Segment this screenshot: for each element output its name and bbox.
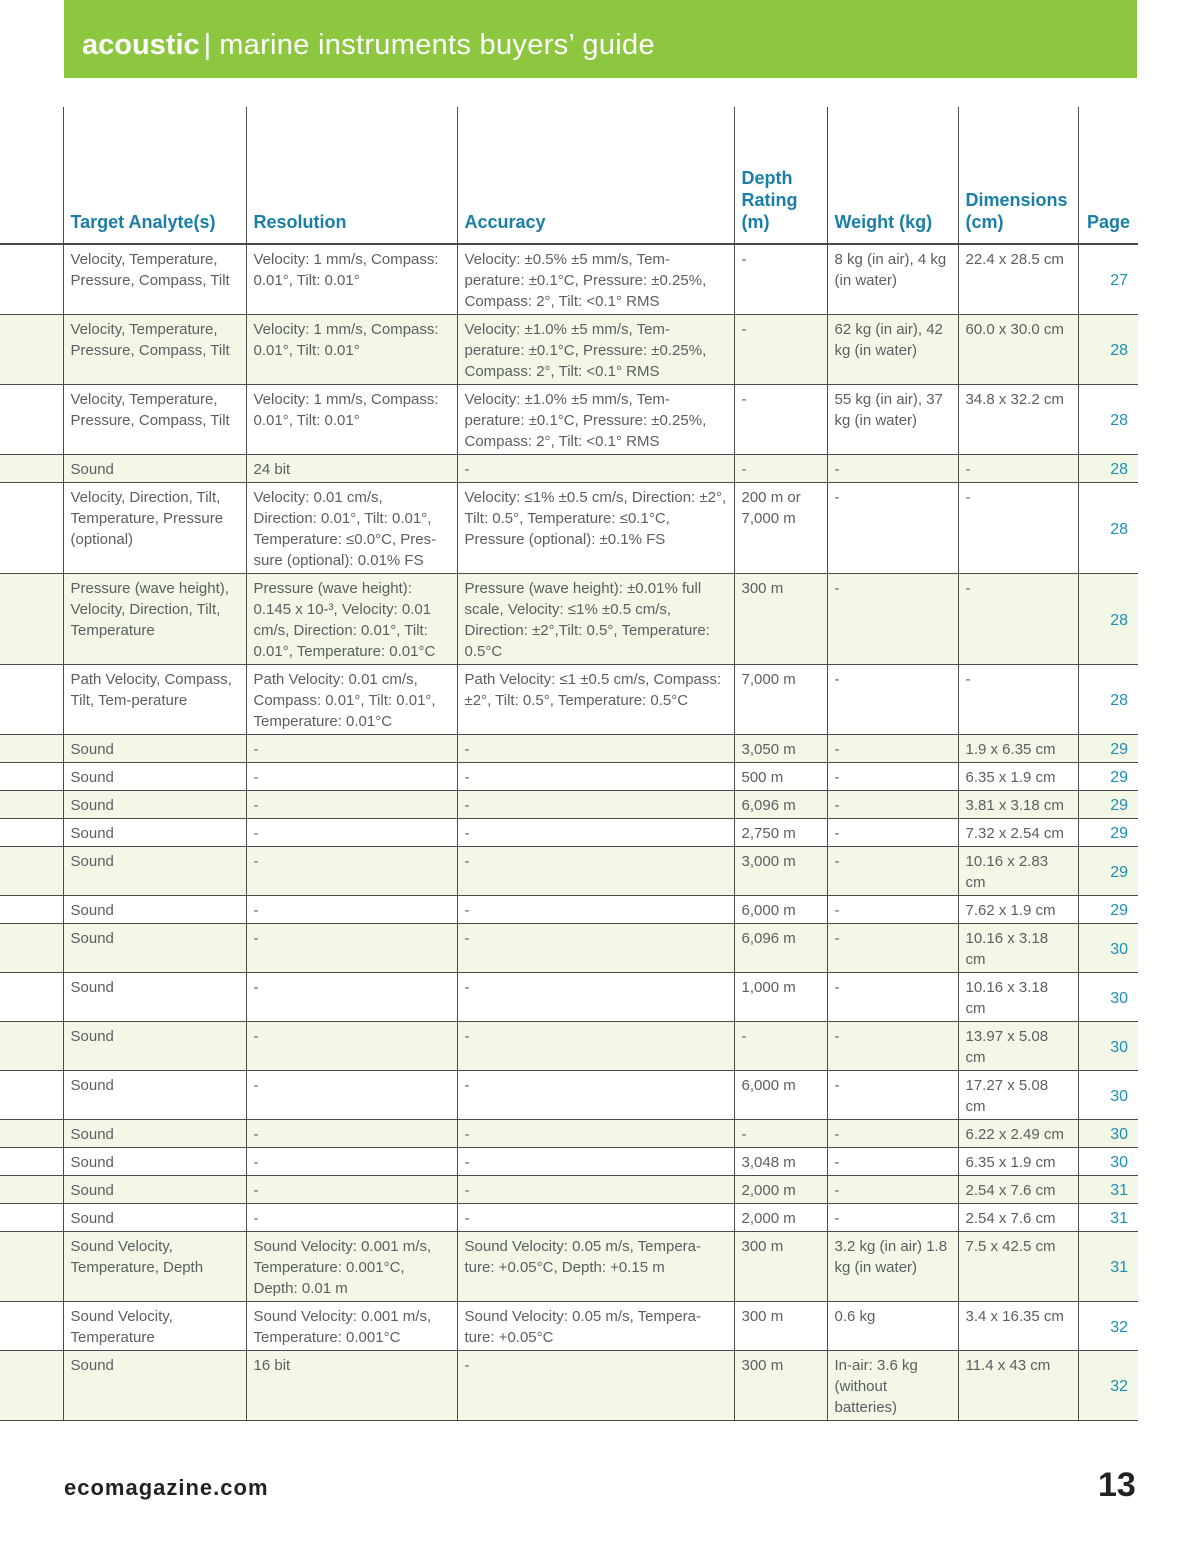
cell-depth: 6,096 m: [734, 924, 827, 973]
col-header-target: Target Analyte(s): [63, 107, 246, 244]
cell-dimensions: 11.4 x 43 cm: [958, 1351, 1078, 1421]
cell-weight: 3.2 kg (in air) 1.8 kg (in water): [827, 1232, 958, 1302]
cell-target: Sound: [63, 1120, 246, 1148]
cell-target: Sound: [63, 1176, 246, 1204]
cell-depth: -: [734, 385, 827, 455]
row-blank-cell: [0, 924, 63, 973]
cell-page-link[interactable]: 27: [1078, 244, 1138, 315]
cell-target: Sound Velocity, Temperature: [63, 1302, 246, 1351]
cell-accuracy: Velocity: ±1.0% ±5 mm/s, Tem-perature: ±0.1°C, Pressure: ±0.25%, Compass: 2°, Tilt: <0.1° RMS: [457, 385, 734, 455]
cell-resolution: -: [246, 896, 457, 924]
cell-dimensions: 10.16 x 3.18 cm: [958, 973, 1078, 1022]
table-row: [0, 1204, 1138, 1232]
cell-depth: 6,000 m: [734, 1071, 827, 1120]
table-row: [0, 315, 1138, 385]
cell-weight: 8 kg (in air), 4 kg (in water): [827, 244, 958, 315]
cell-accuracy: -: [457, 791, 734, 819]
cell-depth: -: [734, 1120, 827, 1148]
cell-target: Path Velocity, Compass, Tilt, Tem-perature: [63, 665, 246, 735]
row-blank-cell: [0, 1022, 63, 1071]
cell-weight: 62 kg (in air), 42 kg (in water): [827, 315, 958, 385]
cell-resolution: -: [246, 1148, 457, 1176]
banner-title: [82, 26, 655, 64]
section-banner: [64, 0, 1137, 78]
cell-dimensions: 60.0 x 30.0 cm: [958, 315, 1078, 385]
cell-accuracy: -: [457, 1022, 734, 1071]
instruments-table: [0, 107, 1138, 1421]
cell-weight: In-air: 3.6 kg (without batteries): [827, 1351, 958, 1421]
cell-dimensions: 6.22 x 2.49 cm: [958, 1120, 1078, 1148]
table-row: [0, 665, 1138, 735]
cell-page-link[interactable]: 31: [1078, 1176, 1138, 1204]
cell-page-link[interactable]: 30: [1078, 1120, 1138, 1148]
cell-accuracy: Velocity: ±1.0% ±5 mm/s, Tem-perature: ±0.1°C, Pressure: ±0.25%, Compass: 2°, Tilt: <0.1° RMS: [457, 315, 734, 385]
table-row: [0, 1176, 1138, 1204]
row-blank-cell: [0, 665, 63, 735]
table-row: [0, 973, 1138, 1022]
cell-dimensions: 2.54 x 7.6 cm: [958, 1176, 1078, 1204]
cell-accuracy: -: [457, 1120, 734, 1148]
cell-target: Sound: [63, 896, 246, 924]
cell-page-link[interactable]: 28: [1078, 574, 1138, 665]
cell-depth: 2,750 m: [734, 819, 827, 847]
cell-depth: 7,000 m: [734, 665, 827, 735]
row-blank-cell: [0, 1148, 63, 1176]
cell-depth: 300 m: [734, 574, 827, 665]
cell-dimensions: 10.16 x 3.18 cm: [958, 924, 1078, 973]
cell-accuracy: -: [457, 1148, 734, 1176]
cell-page-link[interactable]: 28: [1078, 315, 1138, 385]
cell-weight: -: [827, 763, 958, 791]
cell-target: Sound: [63, 847, 246, 896]
cell-accuracy: -: [457, 1176, 734, 1204]
cell-target: Sound: [63, 791, 246, 819]
cell-weight: -: [827, 483, 958, 574]
cell-target: Sound: [63, 1148, 246, 1176]
col-header-page: Page: [1078, 107, 1138, 244]
row-blank-cell: [0, 1232, 63, 1302]
cell-target: Sound: [63, 763, 246, 791]
table-row: [0, 455, 1138, 483]
cell-page-link[interactable]: 31: [1078, 1204, 1138, 1232]
cell-resolution: -: [246, 924, 457, 973]
cell-resolution: -: [246, 791, 457, 819]
cell-dimensions: -: [958, 455, 1078, 483]
cell-resolution: -: [246, 1071, 457, 1120]
row-blank-cell: [0, 385, 63, 455]
cell-page-link[interactable]: 29: [1078, 791, 1138, 819]
row-blank-cell: [0, 735, 63, 763]
table-row: [0, 819, 1138, 847]
cell-weight: -: [827, 1022, 958, 1071]
cell-page-link[interactable]: 31: [1078, 1232, 1138, 1302]
cell-resolution: Pressure (wave height): 0.145 x 10-³, Velocity: 0.01 cm/s, Direction: 0.01°, Tilt: 0.01°, Temperature: 0.01°C: [246, 574, 457, 665]
cell-target: Velocity, Temperature, Pressure, Compass, Tilt: [63, 244, 246, 315]
table-row: [0, 1232, 1138, 1302]
table-row: [0, 924, 1138, 973]
cell-accuracy: -: [457, 819, 734, 847]
cell-page-link[interactable]: 28: [1078, 385, 1138, 455]
table-row: [0, 1071, 1138, 1120]
cell-page-link[interactable]: 29: [1078, 735, 1138, 763]
cell-dimensions: 6.35 x 1.9 cm: [958, 763, 1078, 791]
cell-page-link[interactable]: 28: [1078, 483, 1138, 574]
cell-page-link[interactable]: 29: [1078, 819, 1138, 847]
cell-target: Sound: [63, 1204, 246, 1232]
cell-resolution: Sound Velocity: 0.001 m/s, Temperature: 0.001°C, Depth: 0.01 m: [246, 1232, 457, 1302]
cell-page-link[interactable]: 28: [1078, 665, 1138, 735]
cell-depth: 3,050 m: [734, 735, 827, 763]
cell-target: Velocity, Temperature, Pressure, Compass, Tilt: [63, 315, 246, 385]
row-blank-cell: [0, 819, 63, 847]
cell-accuracy: -: [457, 896, 734, 924]
cell-accuracy: -: [457, 455, 734, 483]
cell-accuracy: -: [457, 924, 734, 973]
cell-page-link[interactable]: 32: [1078, 1302, 1138, 1351]
cell-resolution: -: [246, 735, 457, 763]
row-blank-cell: [0, 973, 63, 1022]
cell-target: Sound: [63, 455, 246, 483]
cell-accuracy: Velocity: ±0.5% ±5 mm/s, Tem-perature: ±0.1°C, Pressure: ±0.25%, Compass: 2°, Tilt: <0.1° RMS: [457, 244, 734, 315]
cell-page-link[interactable]: 30: [1078, 1148, 1138, 1176]
cell-page-link[interactable]: 28: [1078, 455, 1138, 483]
cell-page-link[interactable]: 32: [1078, 1351, 1138, 1421]
cell-resolution: -: [246, 1022, 457, 1071]
cell-resolution: -: [246, 847, 457, 896]
row-blank-cell: [0, 1351, 63, 1421]
cell-target: Velocity, Direction, Tilt, Temperature, Pressure (optional): [63, 483, 246, 574]
cell-weight: 0.6 kg: [827, 1302, 958, 1351]
cell-resolution: 24 bit: [246, 455, 457, 483]
cell-resolution: 16 bit: [246, 1351, 457, 1421]
cell-depth: 2,000 m: [734, 1176, 827, 1204]
cell-weight: -: [827, 1204, 958, 1232]
cell-accuracy: Sound Velocity: 0.05 m/s, Tempera-ture: +0.05°C: [457, 1302, 734, 1351]
cell-weight: -: [827, 665, 958, 735]
row-blank-cell: [0, 1302, 63, 1351]
cell-depth: 6,000 m: [734, 896, 827, 924]
row-blank-cell: [0, 1071, 63, 1120]
cell-dimensions: 34.8 x 32.2 cm: [958, 385, 1078, 455]
col-header-depth: Depth Rating (m): [734, 107, 827, 244]
cell-depth: -: [734, 315, 827, 385]
cell-accuracy: -: [457, 1071, 734, 1120]
table-row: [0, 244, 1138, 315]
cell-accuracy: -: [457, 847, 734, 896]
cell-resolution: -: [246, 763, 457, 791]
cell-resolution: -: [246, 819, 457, 847]
row-blank-cell: [0, 1204, 63, 1232]
cell-depth: -: [734, 455, 827, 483]
table-row: [0, 763, 1138, 791]
cell-target: Sound: [63, 735, 246, 763]
footer-page-number: 13: [1098, 1466, 1136, 1504]
cell-depth: 3,000 m: [734, 847, 827, 896]
cell-target: Sound: [63, 1071, 246, 1120]
footer-website: ecomagazine.com: [64, 1475, 269, 1500]
table-row: [0, 735, 1138, 763]
cell-depth: 6,096 m: [734, 791, 827, 819]
cell-resolution: Path Velocity: 0.01 cm/s, Compass: 0.01°, Tilt: 0.01°, Temperature: 0.01°C: [246, 665, 457, 735]
cell-resolution: Sound Velocity: 0.001 m/s, Temperature: 0.001°C: [246, 1302, 457, 1351]
cell-weight: -: [827, 1148, 958, 1176]
cell-depth: -: [734, 244, 827, 315]
cell-depth: 300 m: [734, 1351, 827, 1421]
row-blank-cell: [0, 244, 63, 315]
cell-weight: -: [827, 735, 958, 763]
cell-resolution: Velocity: 1 mm/s, Compass: 0.01°, Tilt: 0.01°: [246, 385, 457, 455]
cell-target: Sound: [63, 924, 246, 973]
table-header-row: [0, 107, 1138, 244]
row-blank-cell: [0, 1120, 63, 1148]
banner-separator: |: [203, 29, 212, 61]
cell-weight: 55 kg (in air), 37 kg (in water): [827, 385, 958, 455]
cell-target: Sound: [63, 973, 246, 1022]
header-blank-cell: [0, 107, 63, 244]
cell-page-link[interactable]: 30: [1078, 1022, 1138, 1071]
table-row: [0, 574, 1138, 665]
cell-accuracy: Velocity: ≤1% ±0.5 cm/s, Direction: ±2°, Tilt: 0.5°, Temperature: ≤0.1°C, Pressure (optional): ±0.1% FS: [457, 483, 734, 574]
row-blank-cell: [0, 896, 63, 924]
cell-resolution: Velocity: 0.01 cm/s, Direction: 0.01°, Tilt: 0.01°, Temperature: ≤0.0°C, Pres-sure (optional): 0.01% FS: [246, 483, 457, 574]
cell-dimensions: -: [958, 574, 1078, 665]
cell-page-link[interactable]: 29: [1078, 847, 1138, 896]
table-row: [0, 1302, 1138, 1351]
cell-weight: -: [827, 973, 958, 1022]
cell-dimensions: 7.62 x 1.9 cm: [958, 896, 1078, 924]
cell-weight: -: [827, 574, 958, 665]
table-row: [0, 385, 1138, 455]
cell-depth: 500 m: [734, 763, 827, 791]
table-row: [0, 847, 1138, 896]
cell-accuracy: -: [457, 973, 734, 1022]
cell-resolution: Velocity: 1 mm/s, Compass: 0.01°, Tilt: 0.01°: [246, 244, 457, 315]
cell-accuracy: -: [457, 1351, 734, 1421]
cell-weight: -: [827, 819, 958, 847]
cell-accuracy: -: [457, 1204, 734, 1232]
col-header-weight: Weight (kg): [827, 107, 958, 244]
cell-dimensions: 1.9 x 6.35 cm: [958, 735, 1078, 763]
cell-dimensions: 6.35 x 1.9 cm: [958, 1148, 1078, 1176]
cell-weight: -: [827, 847, 958, 896]
cell-weight: -: [827, 1120, 958, 1148]
row-blank-cell: [0, 483, 63, 574]
cell-depth: 3,048 m: [734, 1148, 827, 1176]
cell-dimensions: 10.16 x 2.83 cm: [958, 847, 1078, 896]
cell-weight: -: [827, 896, 958, 924]
cell-page-link[interactable]: 29: [1078, 896, 1138, 924]
cell-depth: 300 m: [734, 1232, 827, 1302]
table-row: [0, 483, 1138, 574]
cell-dimensions: -: [958, 483, 1078, 574]
cell-accuracy: -: [457, 735, 734, 763]
cell-resolution: -: [246, 1204, 457, 1232]
section-label: acoustic: [82, 29, 200, 61]
table-row: [0, 896, 1138, 924]
cell-target: Pressure (wave height), Velocity, Direction, Tilt, Temperature: [63, 574, 246, 665]
cell-target: Velocity, Temperature, Pressure, Compass, Tilt: [63, 385, 246, 455]
cell-weight: -: [827, 924, 958, 973]
cell-accuracy: Sound Velocity: 0.05 m/s, Tempera-ture: +0.05°C, Depth: +0.15 m: [457, 1232, 734, 1302]
table-row: [0, 791, 1138, 819]
cell-accuracy: Path Velocity: ≤1 ±0.5 cm/s, Compass: ±2°, Tilt: 0.5°, Temperature: 0.5°C: [457, 665, 734, 735]
cell-resolution: -: [246, 1176, 457, 1204]
col-header-accuracy: Accuracy: [457, 107, 734, 244]
cell-resolution: -: [246, 973, 457, 1022]
cell-dimensions: 17.27 x 5.08 cm: [958, 1071, 1078, 1120]
cell-dimensions: 7.32 x 2.54 cm: [958, 819, 1078, 847]
col-header-resolution: Resolution: [246, 107, 457, 244]
cell-page-link[interactable]: 30: [1078, 973, 1138, 1022]
table-row: [0, 1351, 1138, 1421]
cell-target: Sound Velocity, Temperature, Depth: [63, 1232, 246, 1302]
cell-dimensions: -: [958, 665, 1078, 735]
row-blank-cell: [0, 847, 63, 896]
cell-page-link[interactable]: 30: [1078, 924, 1138, 973]
col-header-dimensions: Dimensions (cm): [958, 107, 1078, 244]
cell-dimensions: 2.54 x 7.6 cm: [958, 1204, 1078, 1232]
cell-dimensions: 22.4 x 28.5 cm: [958, 244, 1078, 315]
row-blank-cell: [0, 455, 63, 483]
row-blank-cell: [0, 763, 63, 791]
cell-page-link[interactable]: 29: [1078, 763, 1138, 791]
cell-dimensions: 7.5 x 42.5 cm: [958, 1232, 1078, 1302]
cell-weight: -: [827, 455, 958, 483]
cell-depth: -: [734, 1022, 827, 1071]
cell-target: Sound: [63, 819, 246, 847]
cell-accuracy: -: [457, 763, 734, 791]
cell-weight: -: [827, 1071, 958, 1120]
cell-accuracy: Pressure (wave height): ±0.01% full scale, Velocity: ≤1% ±0.5 cm/s, Direction: ±2°,Tilt: 0.5°, Temperature: 0.5°C: [457, 574, 734, 665]
row-blank-cell: [0, 791, 63, 819]
cell-resolution: -: [246, 1120, 457, 1148]
cell-page-link[interactable]: 30: [1078, 1071, 1138, 1120]
table-row: [0, 1022, 1138, 1071]
cell-target: Sound: [63, 1022, 246, 1071]
cell-depth: 1,000 m: [734, 973, 827, 1022]
row-blank-cell: [0, 574, 63, 665]
cell-dimensions: 13.97 x 5.08 cm: [958, 1022, 1078, 1071]
cell-weight: -: [827, 791, 958, 819]
table-row: [0, 1148, 1138, 1176]
cell-depth: 200 m or 7,000 m: [734, 483, 827, 574]
row-blank-cell: [0, 1176, 63, 1204]
cell-target: Sound: [63, 1351, 246, 1421]
cell-resolution: Velocity: 1 mm/s, Compass: 0.01°, Tilt: 0.01°: [246, 315, 457, 385]
cell-depth: 2,000 m: [734, 1204, 827, 1232]
cell-dimensions: 3.4 x 16.35 cm: [958, 1302, 1078, 1351]
table-row: [0, 1120, 1138, 1148]
guide-title: marine instruments buyers’ guide: [219, 29, 655, 61]
cell-depth: 300 m: [734, 1302, 827, 1351]
row-blank-cell: [0, 315, 63, 385]
cell-weight: -: [827, 1176, 958, 1204]
cell-dimensions: 3.81 x 3.18 cm: [958, 791, 1078, 819]
